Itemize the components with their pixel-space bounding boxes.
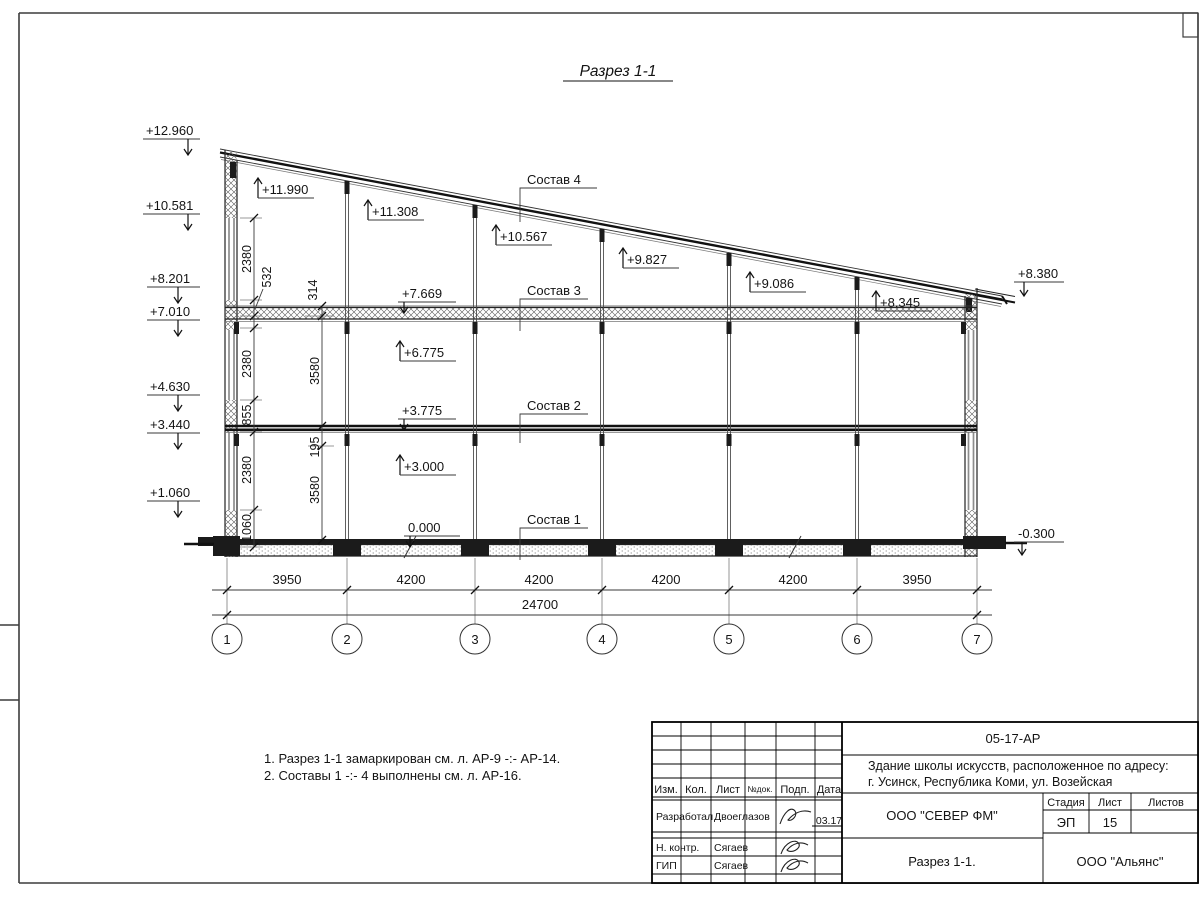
doc-code: 05-17-АР (985, 731, 1041, 746)
layer-label: Состав 3 (527, 283, 581, 298)
axis-bubble-4 (587, 624, 617, 654)
row1-name: Двоеглазов (714, 811, 770, 823)
elevation-label: -0.300 (1018, 526, 1055, 541)
object-name-line1: Здание школы искусств, расположенное по адресу: (868, 759, 1169, 773)
dim-label: 3580 (308, 357, 322, 385)
dim-label: 1060 (240, 514, 254, 542)
axis-bubble-6 (842, 624, 872, 654)
layer-callout (520, 398, 588, 443)
elevation-marks-left (143, 123, 200, 517)
dim-label: 855 (240, 404, 254, 426)
column-axis5 (727, 253, 732, 539)
sheet-value: 15 (1102, 815, 1118, 830)
elevation-label: +7.669 (402, 286, 443, 301)
elevation-mark (1014, 526, 1064, 555)
dim-label: 3580 (308, 476, 322, 504)
left-wall-windows (229, 218, 234, 510)
elevation-mark (147, 417, 200, 449)
elevation-mark (147, 379, 200, 411)
elevation-label: +8.345 (880, 295, 921, 310)
right-wall (961, 288, 977, 557)
notes (264, 751, 560, 783)
elevation-label: +3.440 (150, 417, 191, 432)
elevation-label: +6.775 (404, 345, 445, 360)
ground-floor (184, 536, 1027, 558)
drawing-name: Разрез 1-1. (908, 854, 976, 869)
dim-label: 4200 (396, 572, 426, 587)
col-list: Лист (716, 784, 740, 796)
axis-label: 1 (223, 632, 231, 647)
col-izm: Изм. (654, 784, 678, 796)
slab-level3 (225, 306, 977, 322)
object-name-line2: г. Усинск, Республика Коми, ул. Возейская (868, 775, 1113, 789)
col-podp: Подп. (780, 784, 810, 796)
vertical-dimension-chain-outer (240, 214, 274, 551)
elevation-mark (147, 304, 200, 336)
axis-label: 5 (725, 632, 733, 647)
column-axis4 (600, 229, 605, 539)
contractor-name: ООО "Альянс" (1076, 854, 1164, 869)
elevation-label: +7.010 (150, 304, 191, 319)
slab-level2 (225, 426, 977, 433)
stage-label: Стадия (1047, 797, 1085, 809)
grid-axes (212, 624, 992, 654)
row3-name: Сягаев (714, 860, 749, 872)
sheet-label: Лист (1098, 797, 1122, 809)
elevation-label: +3.000 (404, 459, 445, 474)
elevation-mark (143, 123, 200, 155)
roof (220, 149, 1015, 307)
axis-label: 2 (343, 632, 351, 647)
column-axis2 (345, 181, 350, 539)
elevation-mark (147, 271, 200, 303)
elevation-label: +1.060 (150, 485, 191, 500)
axis-label: 3 (471, 632, 479, 647)
col-data: Дата (816, 784, 842, 796)
elevation-mark (396, 455, 456, 475)
dim-label-total: 24700 (521, 597, 559, 612)
dim-label: 4200 (524, 572, 554, 587)
frame-corner-box (1183, 13, 1198, 37)
elevation-mark (143, 198, 200, 230)
layer-label: Состав 4 (527, 172, 581, 187)
sheets-label: Листов (1148, 797, 1184, 809)
layer-label: Состав 2 (527, 398, 581, 413)
row2-name: Сягаев (714, 842, 749, 854)
dim-label: 2380 (240, 350, 254, 378)
axis-bubble-2 (332, 624, 362, 654)
dim-label: 314 (306, 279, 320, 301)
elevation-label: +10.581 (146, 198, 194, 213)
row1-date: 03.17 (815, 815, 843, 827)
elevation-label: 0.000 (408, 520, 441, 535)
elevation-marks-roof (254, 178, 1064, 311)
note-line-1: 1. Разрез 1-1 замаркирован см. л. АР-9 -:- АР-14. (264, 751, 561, 766)
elevation-label: +3.775 (402, 403, 443, 418)
axis-bubble-3 (460, 624, 490, 654)
row1-role: Разработал (656, 811, 714, 823)
elevation-mark (364, 200, 424, 220)
axis-label: 6 (853, 632, 861, 647)
dim-label: 3950 (272, 572, 302, 587)
axis-bubble-5 (714, 624, 744, 654)
dim-label: 532 (260, 266, 274, 288)
elevation-label: +9.086 (754, 276, 795, 291)
elevation-mark (1014, 266, 1064, 296)
elevation-label: +12.960 (146, 123, 194, 138)
elevation-label: +11.990 (262, 182, 309, 197)
page-title: Разрез 1-1 (579, 63, 657, 80)
dim-label: 3950 (902, 572, 932, 587)
company-name: ООО "СЕВЕР ФМ" (886, 808, 998, 823)
elevation-label: +9.827 (627, 252, 668, 267)
elevation-mark (396, 341, 456, 361)
dim-label: 4200 (778, 572, 808, 587)
elevation-mark (746, 272, 806, 292)
elevation-mark (492, 225, 552, 245)
elevation-mark (619, 248, 679, 268)
axis-bubble-7 (962, 624, 992, 654)
row2-role: Н. контр. (656, 842, 700, 854)
axis-label: 4 (598, 632, 606, 647)
left-wall (225, 150, 239, 557)
stage-value: ЭП (1056, 815, 1076, 830)
elevation-label: +4.630 (150, 379, 191, 394)
horizontal-dimensions (212, 558, 992, 624)
layer-callout (520, 172, 597, 222)
layer-label: Состав 1 (527, 512, 581, 527)
elevation-label: +8.201 (150, 271, 191, 286)
axis-label: 7 (973, 632, 981, 647)
elevation-mark (147, 485, 200, 517)
elevation-label: +8.380 (1018, 266, 1059, 281)
column-axis3 (473, 205, 478, 539)
elevation-label: +11.308 (372, 204, 419, 219)
row3-role: ГИП (656, 860, 677, 872)
dim-label: 2380 (240, 245, 254, 273)
col-ndok: №док. (747, 784, 773, 794)
axis-bubble-1 (212, 624, 242, 654)
dim-label: 195 (308, 436, 322, 458)
title-block (652, 722, 1198, 883)
col-kol: Кол. (685, 784, 707, 796)
note-line-2: 2. Составы 1 -:- 4 выполнены см. л. АР-16. (264, 768, 522, 783)
elevation-label: +10.567 (500, 229, 548, 244)
dim-label: 4200 (651, 572, 681, 587)
interior-columns (345, 181, 860, 539)
dim-label: 2380 (240, 456, 254, 484)
drawing-title (563, 63, 673, 81)
elevation-mark (254, 178, 314, 198)
